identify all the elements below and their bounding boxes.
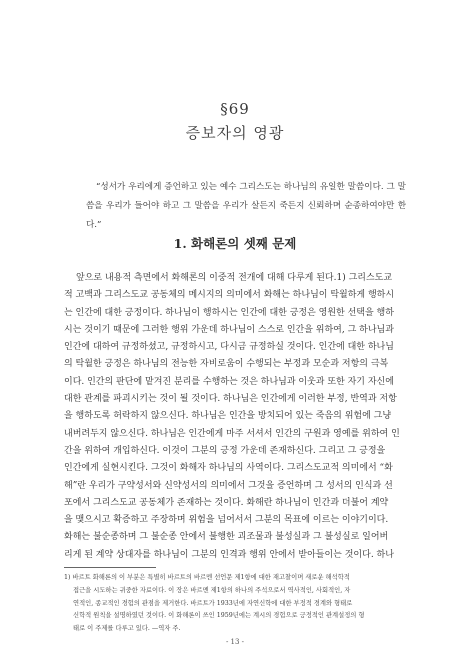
body-line: 대한 관계를 파괴시키는 것이 될 것이다. 하나님은 인간에게 이러한 부정, 반역과 저항 — [64, 394, 397, 405]
body-line: 화해는 불순종하며 그 불순종 안에서 불행한 괴조물과 불성실과 그 불성실로 일어버 — [64, 532, 389, 543]
footnote-line: 태로 이 주제를 다루고 있다. —역자 주. — [73, 625, 181, 633]
body-line: 이다. 인간의 판단에 맡겨진 분리를 수행하는 것은 하나님과 이웃과 또한 자기 자신에 — [64, 376, 394, 387]
body-line: 는 인간에 대한 긍정이다. 하나님이 행하시는 인간에 대한 긍정은 영원한 선택을 행하 — [64, 307, 394, 318]
footnote-divider — [64, 567, 156, 568]
page-number: - 13 - — [225, 638, 245, 646]
footnote-line: 연적인, 종교적인 경험의 관점을 제거한다. 바르트가 1933년에 자연신학에 대한 부정적 경계와 형태로 — [73, 599, 353, 607]
body-line: 간을 위하여 개입하신다. 이것이 그분의 긍정 가운데 존재하신다. 그리고 그 긍정을 — [64, 445, 386, 456]
section-title: 증보자의 영광 — [185, 124, 285, 142]
body-line: 시는 것이기 때문에 그러한 행위 가운데 하나님이 스스로 인간을 위하여, 그 하나님과 — [64, 324, 394, 335]
body-line: 인간에 대하여 규정하셨고, 규정하시고, 다시금 규정하실 것이다. 인간에 대한 하나님 — [64, 342, 394, 353]
body-line: 인간에게 실현시킨다. 그것이 화해자 하나님의 사역이다. 그리스도교적 의미에서 “화 — [64, 463, 393, 474]
body-line: 의 탁월한 긍정은 하나님의 전능한 자비로움이 수행되는 부정과 모순과 저항의 극복 — [64, 359, 389, 370]
subsection-heading: 1. 화해론의 셋째 문제 — [173, 236, 297, 251]
body-line: 리게 된 계약 상대자를 하나님이 그분의 인격과 행위 안에서 받아들이는 것이다. 하나 — [64, 549, 394, 560]
footnote-line: 신학적 원칙을 설명하였던 것이다. 이 화해론이 쓰인 1959년에는 계시의 경험으로 긍정적인 관계설정의 형 — [73, 612, 365, 620]
body-line: 을 행하도록 허락하지 않으신다. 하나님은 인간을 방치되어 있는 죽음의 위험에 그냥 — [64, 411, 392, 422]
body-text — [64, 270, 410, 564]
body-line: 해”란 우리가 구약성서와 신약성서의 의미에서 그것을 증언하며 그 성서의 인식과 선 — [64, 480, 393, 491]
body-line: 앞으로 내용적 측면에서 화해론의 이중적 전개에 대해 다루게 된다.1) 그리스도교 — [76, 273, 393, 283]
footnote-line: 1) 바르트 화해론의 이 부분은 특별히 바르트의 바르멘 선언문 제1항에 대한 재고찰이며 새로운 해석학적 — [64, 574, 350, 581]
body-line: 을 맺으시고 확증하고 주장하며 위험을 넘어서서 그분의 목표에 이르는 이야기이다. — [64, 515, 389, 526]
footnote — [64, 572, 410, 636]
body-line: 포에서 그리스도교 공동체가 존재하는 것이다. 화해란 하나님이 인간과 더불어 계약 — [64, 497, 389, 508]
body-line: 적 고백과 그리스도교 공동체의 메시지의 의미에서 화해는 하나님이 탁월하게 행하시 — [64, 290, 395, 301]
epigraph-quote: “성서가 우리에게 증언하고 있는 예수 그리스도는 하나님의 유일한 말씀이다. 그 말씀을 우리가 들어야 하고 그 말씀을 우리가 살든지 죽든지 신뢰하며 순종하여야만 한다.” — [86, 182, 406, 230]
section-number: §69 — [220, 100, 250, 118]
body-line: 내버려두지 않으신다. 하나님은 인간에게 마주 서셔서 인간의 구원과 영예를 위하여 인 — [64, 428, 400, 439]
footnote-line: 접근을 시도하는 귀중한 자료이다. 이 장은 바르멘 제1항의 하나의 주석으로서 역사적인, 사회적인, 자 — [73, 586, 351, 594]
